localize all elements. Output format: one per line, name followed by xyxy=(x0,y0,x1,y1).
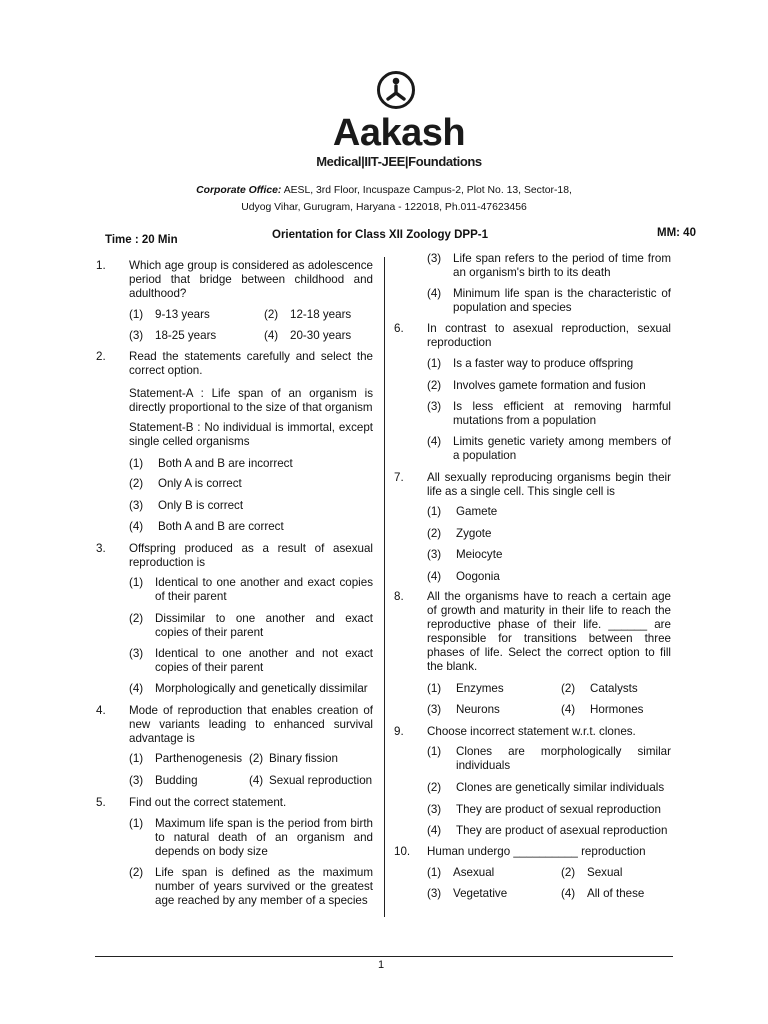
column-divider xyxy=(384,257,385,917)
question-number: 6. xyxy=(394,322,404,335)
aakash-logo-icon xyxy=(376,70,416,110)
question-text: Find out the correct statement. xyxy=(129,796,287,809)
statement-b: Statement-B : No individual is immortal, except single celled organisms xyxy=(129,421,373,448)
page-title: Orientation for Class XII Zoology DPP-1 xyxy=(272,229,488,241)
office-line-2: Udyog Vihar, Gurugram, Haryana - 122018, Ph.011-47623456 xyxy=(241,202,527,213)
question-text: Mode of reproduction that enables creation of new variants leading to enhanced survival advantage is xyxy=(129,704,373,745)
question-number: 9. xyxy=(394,725,404,738)
time-label: Time : 20 Min xyxy=(105,234,178,246)
question-number: 3. xyxy=(96,542,106,555)
question-number: 5. xyxy=(96,796,106,809)
footer-rule xyxy=(95,956,673,957)
office-label: Corporate Office: xyxy=(196,185,282,196)
question-text: All the organisms have to reach a certain age of growth and maturity in their life to reach the reproductive phase of their life. ______ are responsible for transitions between three phases of life. Select the correct option to fill the blank. xyxy=(427,590,671,673)
corporate-office-address xyxy=(0,182,768,216)
aakash-logo xyxy=(316,68,482,172)
question-number: 7. xyxy=(394,471,404,484)
question-number: 2. xyxy=(96,350,106,363)
question-text: Human undergo __________ reproduction xyxy=(427,845,646,858)
question-text: Choose incorrect statement w.r.t. clones. xyxy=(427,725,636,738)
question-number: 10. xyxy=(394,845,411,858)
max-marks: MM: 40 xyxy=(657,227,696,239)
question-number: 4. xyxy=(96,704,106,717)
office-line-1: AESL, 3rd Floor, Incuspaze Campus-2, Plot No. 13, Sector-18, xyxy=(281,185,572,196)
question-text: Offspring produced as a result of asexual reproduction is xyxy=(129,542,373,569)
question-text: All sexually reproducing organisms begin their life as a single cell. This single cell is xyxy=(427,471,671,498)
question-number: 1. xyxy=(96,259,106,272)
logo-tagline: Medical|IIT-JEE|Foundations xyxy=(316,154,482,169)
statement-a: Statement-A : Life span of an organism is directly proportional to the size of that organism xyxy=(129,387,373,414)
page-number: 1 xyxy=(378,959,385,971)
question-text: Which age group is considered as adolescence period that bridge between childhood and adulthood? xyxy=(129,259,373,300)
question-text: Read the statements carefully and select the correct option. xyxy=(129,350,373,377)
logo-wordmark: Aakash xyxy=(332,112,466,154)
question-text: In contrast to asexual reproduction, sexual reproduction xyxy=(427,322,671,349)
question-number: 8. xyxy=(394,590,404,603)
